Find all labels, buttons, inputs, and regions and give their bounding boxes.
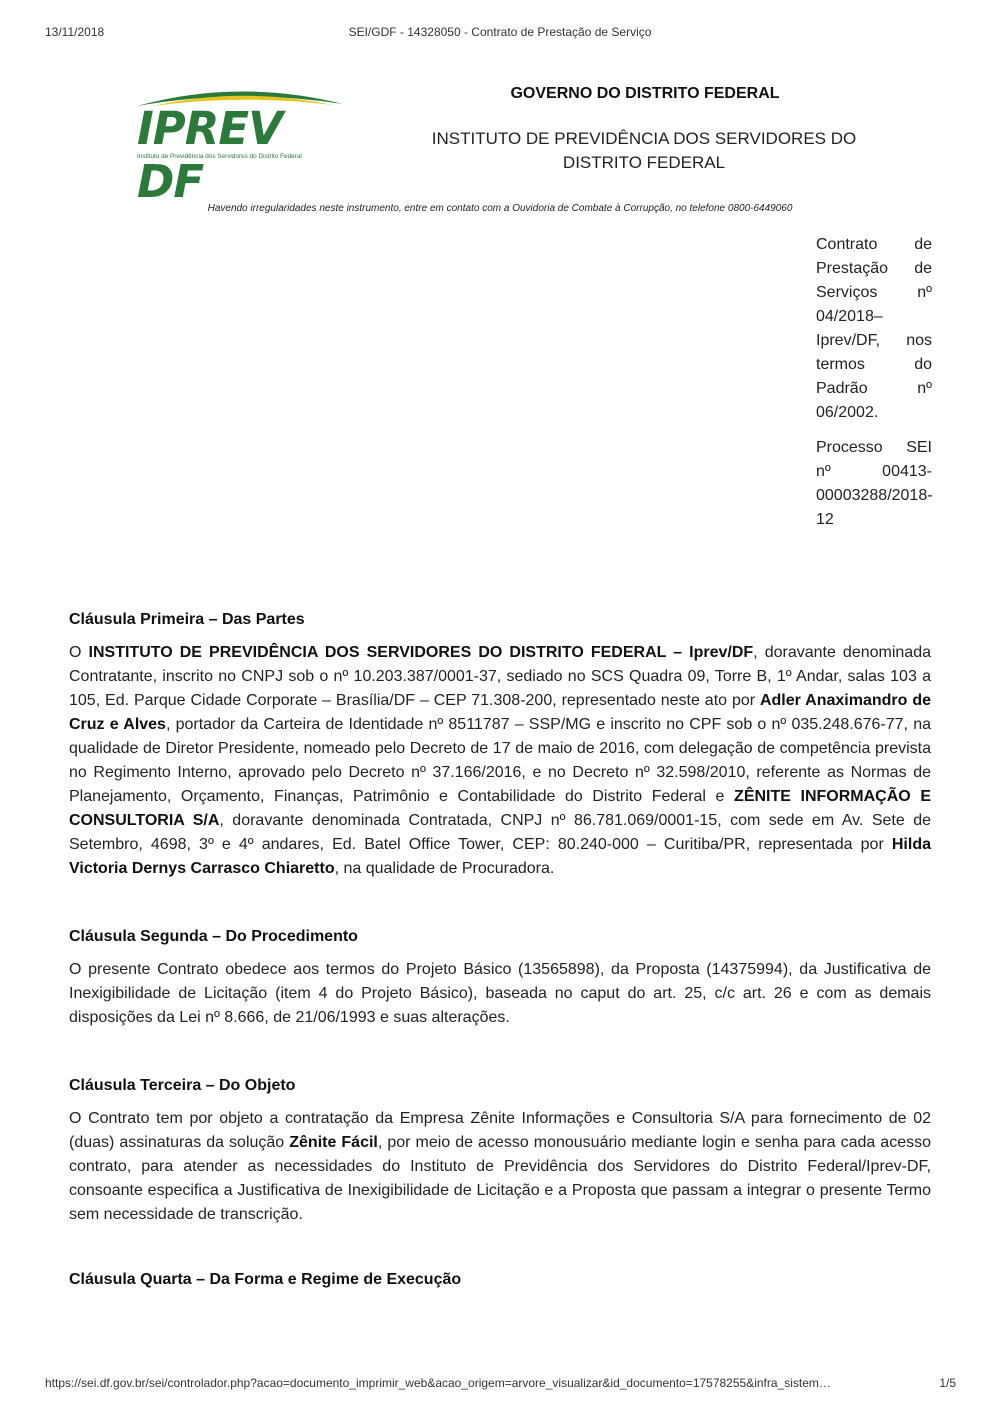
contract-ementa: [816, 233, 932, 543]
institute-title: INSTITUTO DE PREVIDÊNCIA DOS SERVIDORES DO DISTRITO FEDERAL: [431, 129, 857, 172]
ementa-process: Processo SEI nº 00413-00003288/2018-12: [816, 439, 933, 528]
contract-body: [69, 608, 931, 1301]
clause-2-text: O presente Contrato obedece aos termos do Projeto Básico (13565898), da Proposta (14375994), da Justificativa de Inexigibilidade de Licitação (item 4 do Projeto Básico), baseada no caput do art. 25, c/c art. 26 e com as demais disposições da Lei nº 8.666, de 21/06/1993 e suas alterações.: [69, 961, 931, 1026]
clause-3-title: Cláusula Terceira – Do Objeto: [69, 1077, 296, 1094]
clause-1-text-part: , doravante denominada Contratante, inscrito no CNPJ sob o nº 10.203.387/0001-37, sediado no SCS Quadra 09, Torre B, 1º Andar, salas 103 a 105, Ed. Parque Cidade Corporate – Brasília/DF – CEP 71.308-200, representado neste ato por: [69, 644, 931, 709]
clause-1-text-part: O: [69, 644, 89, 661]
iprev-df-logo: [133, 84, 348, 208]
representante-name: Adler Anaximandro de Cruz e Alves: [69, 692, 931, 733]
clause-4-title: Cláusula Quarta – Da Forma e Regime de Execução: [69, 1271, 462, 1288]
clause-3-text: [69, 1107, 931, 1227]
ementa-contract: Contrato de Prestação de Serviços nº 04/2018–Iprev/DF, nos termos do Padrão nº 06/2002.: [816, 236, 932, 421]
clause-1-text-part: , doravante denominada Contratada, CNPJ nº 86.781.069/0001-15, com sede em Av. Sete de Setembro, 4698, 3º e 4º andares, Ed. Batel Office Tower, CEP: 80.240-000 – Curitiba/PR, representada por: [69, 812, 931, 853]
footer-url: https://sei.df.gov.br/sei/controlador.php?acao=documento_imprimir_web&acao_origem=arvore_visualizar&id_documento=17578255&infra_sistem…: [45, 1376, 831, 1390]
clause-1-title: Cláusula Primeira – Das Partes: [69, 611, 305, 628]
logo-name: IPREV DF: [137, 102, 282, 208]
clause-1-text: [69, 641, 931, 881]
clause-1-text-part: , na qualidade de Procuradora.: [334, 860, 555, 877]
product-name: Zênite Fácil: [289, 1134, 378, 1151]
ouvidoria-notice: Havendo irregularidades neste instrumento, entre em contato com a Ouvidoria de Combate à Corrupção, no telefone 0800-6449060: [207, 203, 793, 214]
contratante-name: INSTITUTO DE PREVIDÊNCIA DOS SERVIDORES DO DISTRITO FEDERAL – Iprev/DF: [88, 644, 754, 661]
procuradora-name: Hilda Victoria Dernys Carrasco Chiaretto: [69, 836, 931, 877]
clause-3-text-part: O Contrato tem por objeto a contratação da Empresa Zênite Informações e Consultoria S/A para fornecimento de 02 (duas) assinaturas da solução: [69, 1110, 931, 1151]
clause-3-text-part: , por meio de acesso monousuário mediante login e senha para cada acesso contrato, para atender as necessidades do Instituto de Previdência dos Servidores do Distrito Federal/Iprev-DF, consoante especifica a Justificativa de Inexigibilidade de Licitação e a Proposta que passam a integrar o presente Termo sem necessidade de transcrição.: [69, 1134, 931, 1223]
government-title: GOVERNO DO DISTRITO FEDERAL: [510, 85, 780, 102]
clause-2-title: Cláusula Segunda – Do Procedimento: [69, 928, 358, 945]
print-title: SEI/GDF - 14328050 - Contrato de Prestação de Serviço: [348, 25, 652, 39]
logo-tagline: Instituto de Previdência dos Servidores do Distrito Federal: [137, 153, 302, 160]
contratada-name: ZÊNITE INFORMAÇÃO E CONSULTORIA S/A: [69, 788, 931, 829]
page-number: 1/5: [939, 1376, 956, 1390]
clause-1-text-part: , portador da Carteira de Identidade nº 8511787 – SSP/MG e inscrito no CPF sob o nº 035.248.676-77, na qualidade de Diretor Presidente, nomeado pelo Decreto de 17 de maio de 2016, com delegação de competência prevista no Regimento Interno, aprovado pelo Decreto nº 37.166/2016, e no Decreto nº 32.598/2010, referente as Normas de Planejamento, Orçamento, Finanças, Patrimônio e Contabilidade do Distrito Federal e: [69, 716, 932, 805]
print-date: 13/11/2018: [45, 25, 105, 39]
